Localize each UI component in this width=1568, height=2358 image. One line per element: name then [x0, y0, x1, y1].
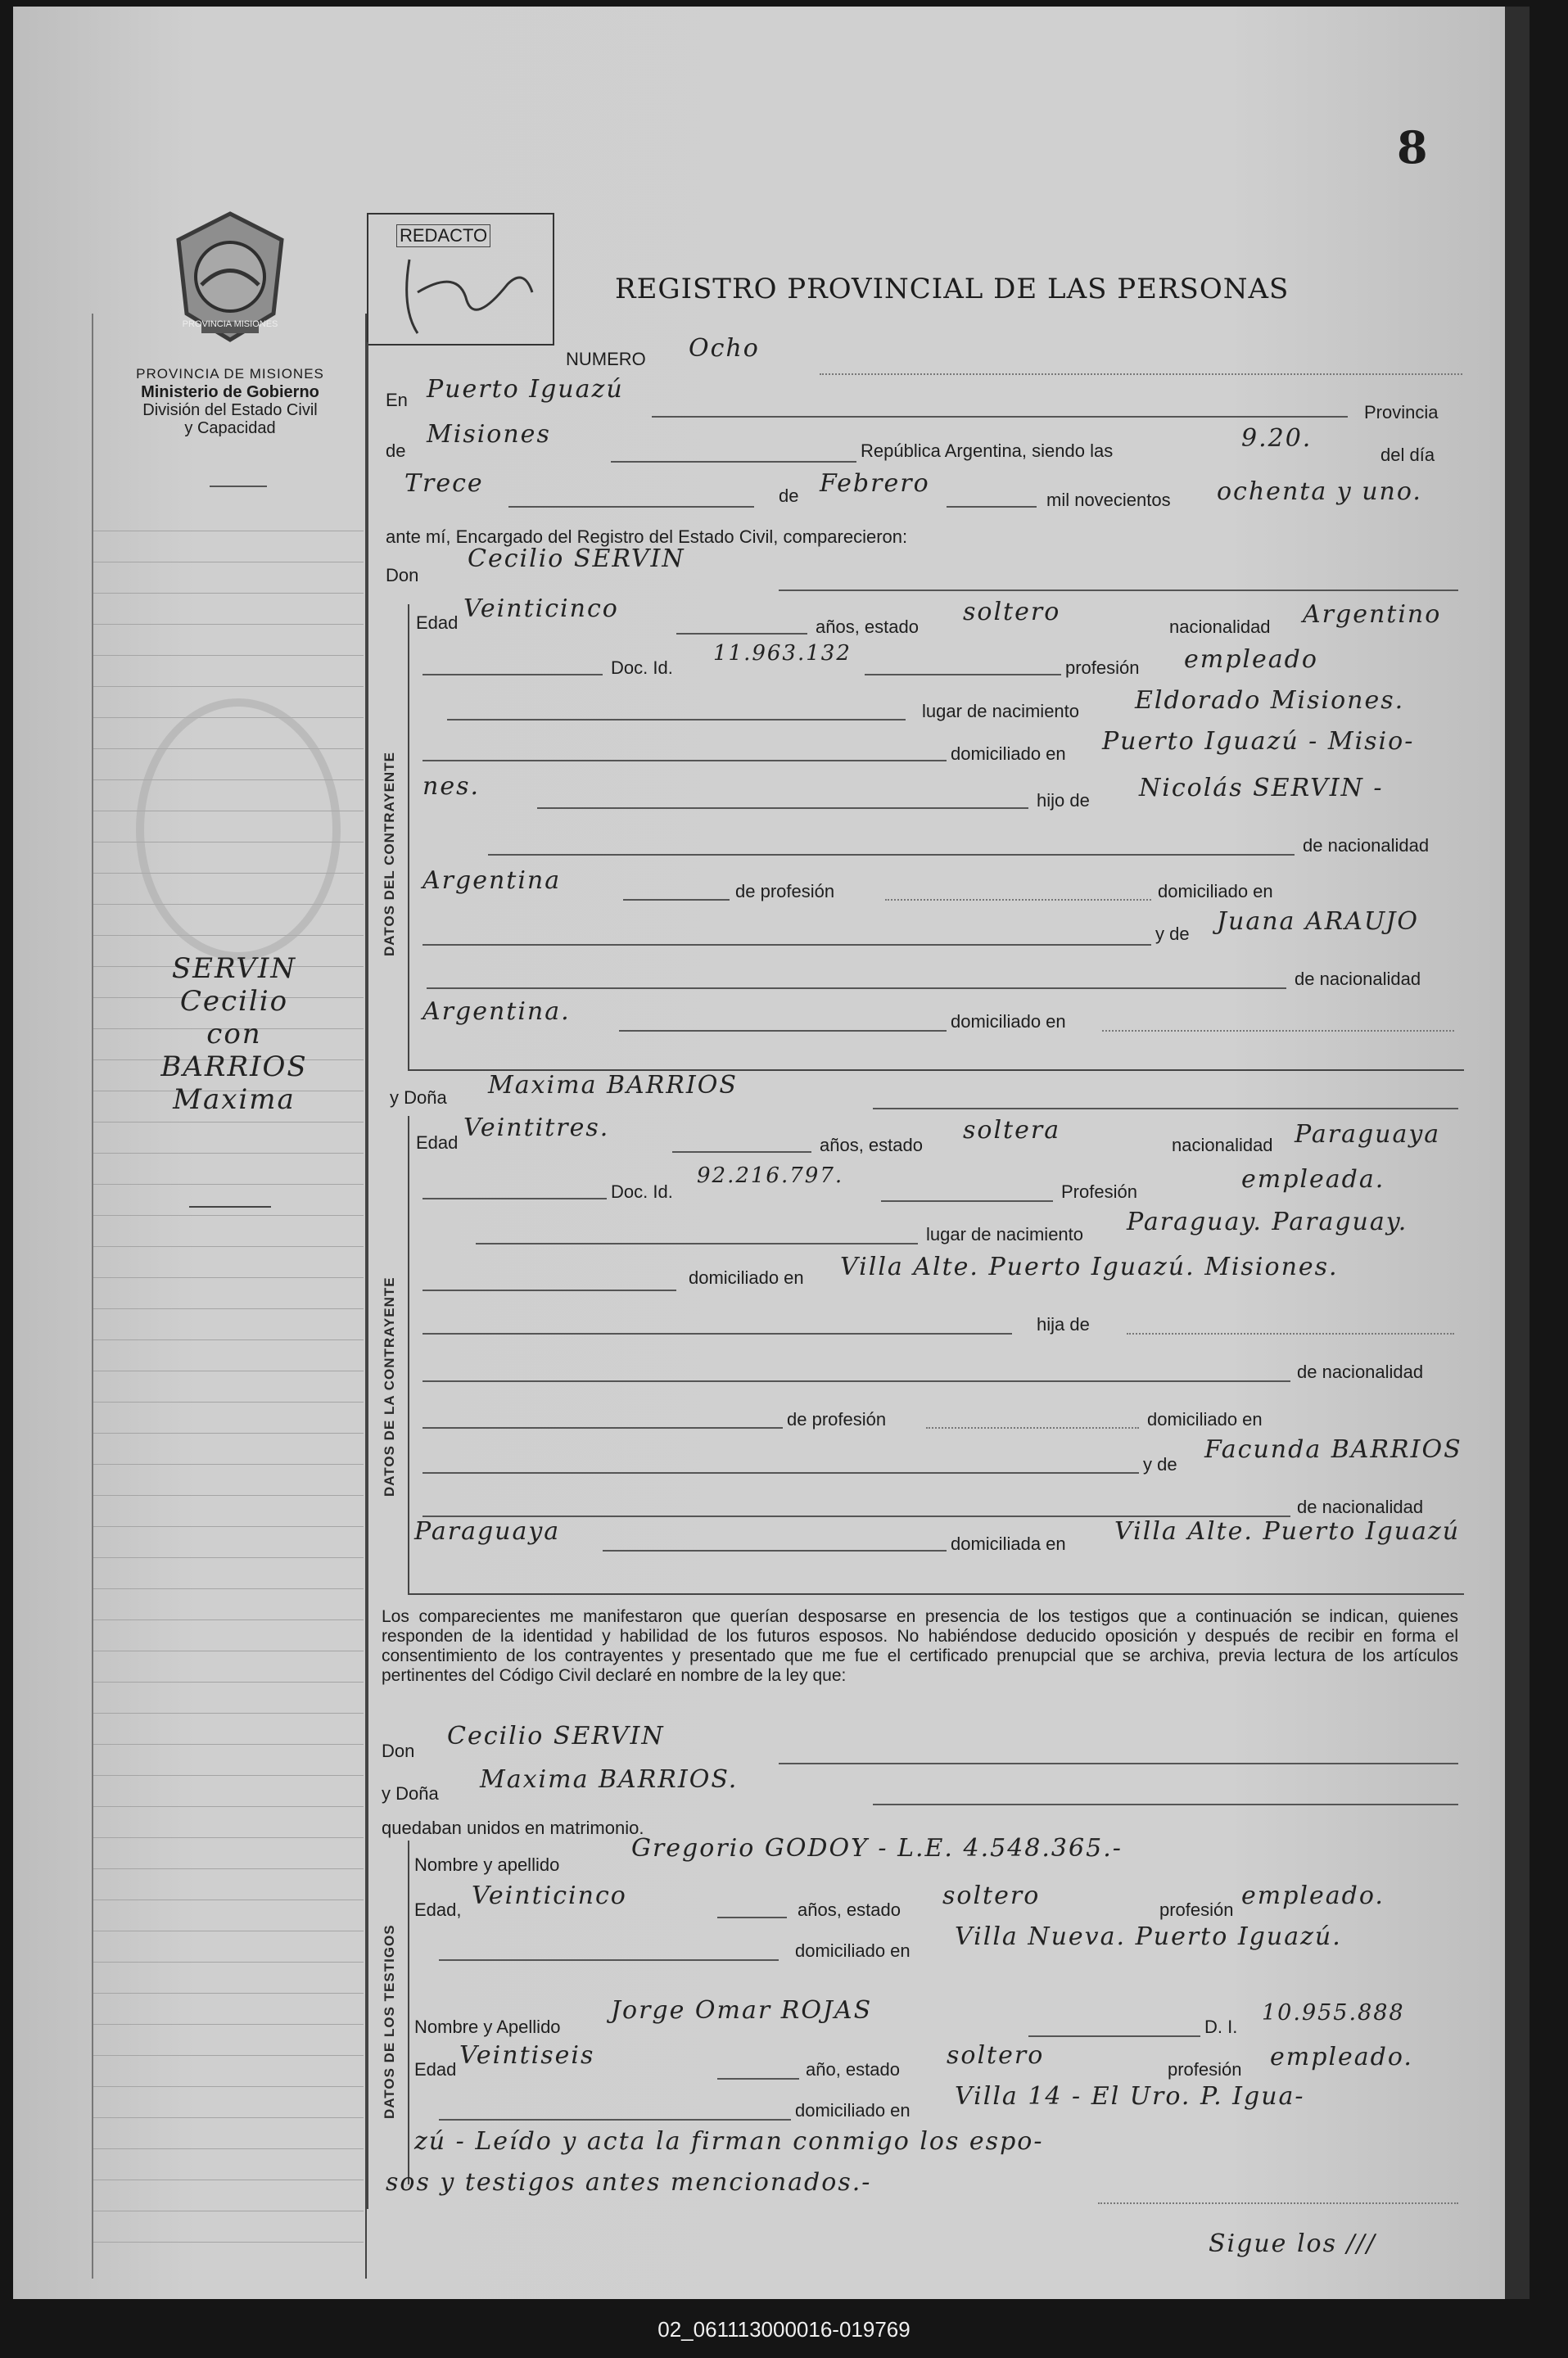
declaracion-dona-label: y Doña: [382, 1783, 439, 1804]
declaracion-don-value: Cecilio SERVIN: [447, 1722, 665, 1750]
novio-padre-nacionalidad: Argentina: [423, 866, 562, 895]
testigo2-di: 10.955.888: [1262, 2000, 1405, 2026]
faint-registry-stamp: [136, 698, 341, 960]
testigo2-profesion: empleado.: [1270, 2043, 1413, 2071]
de-label: de: [386, 440, 406, 461]
closing-paragraph: Los comparecientes me manifestaron que querían desposarse en presencia de los testigos que a continuación se indican, quienes responden de la identidad y habilidad de los futuros esposos. No habiéndose deducido oposición y después de recibir en forma el consentimiento de los contrayentes y presentado que me fue el certificado prenupcial que se archiva, previa lectura de los artículos pertinentes del Código Civil declaré en nombre de la ley que:: [382, 1607, 1458, 1685]
left-ruled-line: [93, 1837, 364, 1838]
contrayente-m-border: [408, 604, 409, 1071]
lugar-nacimiento-label-f: lugar de nacimiento: [926, 1224, 1084, 1244]
madre-domicilio-label-f: domiciliada en: [951, 1534, 1066, 1554]
republica-label: República Argentina, siendo las: [861, 440, 1114, 461]
form-left-border: [367, 342, 368, 2209]
novia-doc: 92.216.797.: [697, 1163, 844, 1188]
seal-caption: PROVINCIA MISIONES: [182, 319, 278, 329]
margin-note: [111, 952, 357, 1116]
left-ruled-line: [93, 1433, 364, 1434]
left-ruled-line: [93, 1588, 364, 1589]
lugar-value: Puerto Iguazú: [427, 375, 624, 404]
del-dia-label: del día: [1380, 445, 1435, 465]
novio-domicilio-1: Puerto Iguazú - Misio-: [1102, 727, 1415, 756]
y-de-label-f: y de: [1143, 1454, 1177, 1475]
document-title: REGISTRO PROVINCIAL DE LAS PERSONAS: [615, 273, 1290, 305]
hijo-de-label: hijo de: [1037, 790, 1090, 811]
margin-note-line: Cecilio: [179, 985, 289, 1018]
padre-nacionalidad-label-f: de nacionalidad: [1297, 1362, 1424, 1382]
dona-label: y Doña: [390, 1087, 447, 1108]
novia-profesion: empleada.: [1241, 1165, 1385, 1194]
novio-madre-nacionalidad: Argentina.: [423, 997, 571, 1026]
header-rule: [210, 486, 267, 487]
testigo2-nombre-label: Nombre y Apellido: [414, 2017, 561, 2037]
testigo1-edad-label: Edad,: [414, 1900, 462, 1920]
novio-nombre: Cecilio SERVIN: [468, 544, 685, 573]
testigo2-estado: soltero: [947, 2041, 1045, 2070]
padre-profesion-label: de profesión: [735, 881, 835, 901]
left-ruled-line: [93, 2024, 364, 2025]
testigo2-edad: Veintiseis: [459, 2041, 595, 2070]
madre-nacionalidad-label-f: de nacionalidad: [1297, 1497, 1424, 1517]
left-ruled-line: [93, 1277, 364, 1278]
section-contrayente-f: DATOS DE LA CONTRAYENTE: [382, 1276, 397, 1497]
don-label: Don: [386, 565, 419, 585]
novia-domicilio: Villa Alte. Puerto Iguazú. Misiones.: [840, 1253, 1339, 1281]
redacto-box: [367, 213, 554, 346]
mes-value: Febrero: [820, 469, 930, 498]
left-ruled-line: [93, 1495, 364, 1496]
authority-division: División del Estado Civil: [142, 401, 318, 419]
anos-estado-label: años, estado: [816, 617, 919, 637]
novia-lugar-nacimiento: Paraguay. Paraguay.: [1127, 1208, 1408, 1236]
lugar-nacimiento-label: lugar de nacimiento: [922, 701, 1080, 721]
authority-capacity: y Capacidad: [184, 419, 276, 437]
sigue-note: Sigue los ///: [1209, 2229, 1376, 2258]
left-ruled-line: [93, 593, 364, 594]
left-ruled-line: [93, 1526, 364, 1527]
numero-value: Ocho: [689, 334, 760, 363]
left-ruled-line: [93, 1962, 364, 1963]
left-ruled-line: [93, 1153, 364, 1154]
section-testigos: DATOS DE LOS TESTIGOS: [382, 1924, 397, 2119]
left-ruled-line: [93, 1308, 364, 1309]
novia-madre-nacionalidad: Paraguaya: [414, 1517, 561, 1546]
novio-estado: soltero: [963, 598, 1061, 626]
left-ruled-line: [93, 686, 364, 687]
testigo2-estado-label: año, estado: [806, 2059, 900, 2080]
padre-domicilio-label: domiciliado en: [1158, 881, 1273, 901]
authority-province: PROVINCIA DE MISIONES: [136, 366, 324, 382]
contrayente-f-bottom: [408, 1593, 1464, 1595]
left-ruled-line: [93, 1713, 364, 1714]
left-ruled-line: [93, 2055, 364, 2056]
ante-mi-text: ante mí, Encargado del Registro del Estado Civil, comparecieron:: [386, 526, 908, 547]
madre-nacionalidad-label: de nacionalidad: [1295, 969, 1421, 989]
edad-label-f: Edad: [416, 1132, 459, 1153]
margin-note-line: SERVIN: [171, 952, 297, 985]
testigos-border: [408, 1841, 409, 2184]
contrayente-f-border: [408, 1116, 409, 1595]
novio-profesion: empleado: [1184, 645, 1318, 674]
left-ruled-line: [93, 2086, 364, 2087]
novia-madre-domicilio: Villa Alte. Puerto Iguazú: [1114, 1517, 1461, 1546]
testigo1-profesion-label: profesión: [1159, 1900, 1234, 1920]
en-label: En: [386, 390, 408, 410]
novio-lugar-nacimiento: Eldorado Misiones.: [1135, 686, 1405, 715]
binding-spine: [1505, 7, 1530, 2299]
dia-value: Trece: [404, 469, 484, 498]
left-ruled-line: [93, 2242, 364, 2243]
y-de-label: y de: [1155, 924, 1190, 944]
left-ruled-line: [93, 1806, 364, 1807]
left-ruled-line: [93, 1339, 364, 1340]
quedaban-text: quedaban unidos en matrimonio.: [382, 1818, 644, 1838]
provincia-label: Provincia: [1364, 402, 1439, 422]
novio-doc: 11.963.132: [713, 641, 852, 666]
anio-value: ochenta y uno.: [1217, 477, 1422, 506]
left-ruled-line: [93, 1557, 364, 1558]
novia-nombre: Maxima BARRIOS: [488, 1071, 738, 1100]
madre-domicilio-label: domiciliado en: [951, 1011, 1066, 1032]
novia-edad: Veintitres.: [463, 1114, 610, 1142]
page-number: 8: [1397, 121, 1428, 174]
testigo2-di-label: D. I.: [1204, 2017, 1238, 2037]
testigo1-edad: Veinticinco: [472, 1881, 627, 1910]
testigo1-domicilio-label: domiciliado en: [795, 1940, 911, 1961]
nacionalidad-label-f: nacionalidad: [1172, 1135, 1273, 1155]
acta-cierre-1: zú - Leído y acta la firman conmigo los espo-: [414, 2127, 1044, 2156]
left-ruled-line: [93, 655, 364, 656]
left-ruled-line: [93, 1122, 364, 1123]
testigo2-profesion-label: profesión: [1168, 2059, 1242, 2080]
document-page: [13, 7, 1530, 2299]
left-ruled-line: [93, 1868, 364, 1869]
left-ruled-line: [93, 1682, 364, 1683]
left-ruled-line: [93, 1775, 364, 1776]
anos-estado-label-f: años, estado: [820, 1135, 923, 1155]
issuing-authority: [91, 365, 369, 437]
margin-note-line: con: [206, 1018, 262, 1050]
signature-icon: [385, 243, 540, 341]
testigo1-nombre: Gregorio GODOY - L.E. 4.548.365.-: [631, 1834, 1123, 1863]
doc-label: Doc. Id.: [611, 657, 673, 678]
novio-padre: Nicolás SERVIN -: [1139, 774, 1384, 802]
redacto-label: REDACTO: [396, 224, 490, 247]
novio-madre: Juana ARAUJO: [1217, 907, 1419, 936]
doc-label-f: Doc. Id.: [611, 1181, 673, 1202]
novia-nacionalidad: Paraguaya: [1295, 1120, 1441, 1149]
novio-nacionalidad: Argentino: [1303, 600, 1442, 629]
left-ruled-line: [93, 1619, 364, 1620]
footer-code: 02_061113000016-019769: [657, 2317, 911, 2342]
profesion-label: profesión: [1065, 657, 1140, 678]
padre-profesion-label-f: de profesión: [787, 1409, 887, 1430]
declaracion-dona-value: Maxima BARRIOS.: [480, 1765, 739, 1794]
testigo1-profesion: empleado.: [1241, 1881, 1385, 1910]
testigo1-domicilio: Villa Nueva. Puerto Iguazú.: [955, 1922, 1342, 1951]
margin-note-line: Maxima: [173, 1083, 296, 1116]
margin-note-underline: [189, 1206, 271, 1208]
margin-note-line: BARRIOS: [160, 1050, 308, 1083]
novia-estado: soltera: [963, 1116, 1061, 1145]
novia-madre: Facunda BARRIOS: [1204, 1435, 1462, 1464]
left-ruled-line: [93, 1184, 364, 1185]
numero-label: NUMERO: [566, 349, 646, 369]
declaracion-don-label: Don: [382, 1741, 415, 1761]
left-ruled-line: [93, 2117, 364, 2118]
nacionalidad-label: nacionalidad: [1169, 617, 1271, 637]
acta-cierre-2: sos y testigos antes mencionados.-: [386, 2168, 872, 2197]
profesion-label-f: Profesión: [1061, 1181, 1137, 1202]
testigo2-edad-label: Edad: [414, 2059, 457, 2080]
testigo1-estado: soltero: [942, 1881, 1041, 1910]
left-ruled-line: [93, 1744, 364, 1745]
domiciliado-label: domiciliado en: [951, 743, 1066, 764]
testigo2-domicilio-label: domiciliado en: [795, 2100, 911, 2121]
left-column-border: [92, 314, 93, 2279]
left-ruled-line: [93, 1246, 364, 1247]
section-contrayente-m: DATOS DEL CONTRAYENTE: [382, 752, 397, 956]
testigo2-domicilio: Villa 14 - El Uro. P. Igua-: [955, 2082, 1305, 2111]
authority-ministry: Ministerio de Gobierno: [141, 383, 319, 401]
testigo1-estado-label: años, estado: [798, 1900, 901, 1920]
novio-edad: Veinticinco: [463, 594, 619, 623]
mil-novecientos-label: mil novecientos: [1046, 490, 1171, 510]
padre-domicilio-label-f: domiciliado en: [1147, 1409, 1263, 1430]
provincia-value: Misiones: [427, 420, 551, 449]
left-ruled-line: [93, 1215, 364, 1216]
de-mes-label: de: [779, 486, 799, 506]
testigo1-nombre-label: Nombre y apellido: [414, 1854, 560, 1875]
left-ruled-line: [93, 1464, 364, 1465]
domiciliado-label-f: domiciliado en: [689, 1267, 804, 1288]
novio-domicilio-2: nes.: [423, 772, 481, 801]
left-ruled-line: [93, 1993, 364, 1994]
edad-label: Edad: [416, 612, 459, 633]
left-ruled-line: [93, 2148, 364, 2149]
hora-value: 9.20.: [1241, 424, 1313, 453]
hija-de-label: hija de: [1037, 1314, 1090, 1335]
left-ruled-line: [93, 624, 364, 625]
padre-nacionalidad-label: de nacionalidad: [1303, 835, 1430, 856]
testigo2-nombre: Jorge Omar ROJAS: [611, 1996, 873, 2025]
left-ruled-line: [93, 1402, 364, 1403]
